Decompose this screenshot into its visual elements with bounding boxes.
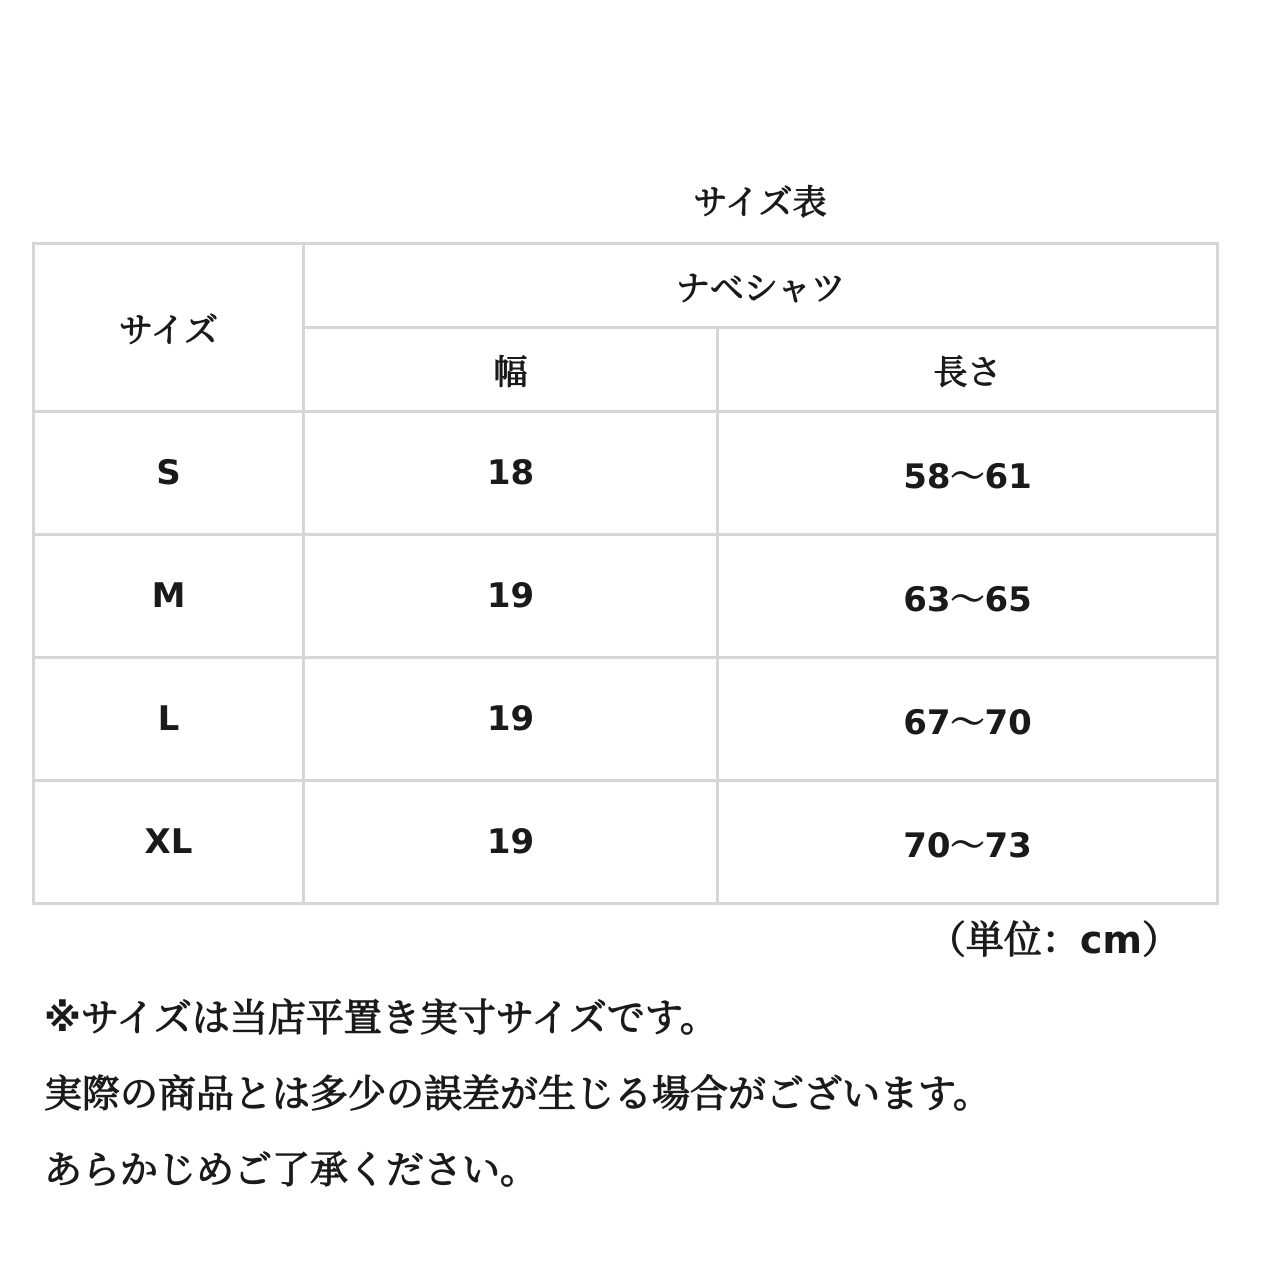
table-row: [34, 535, 1218, 658]
length-cell: 67～70: [718, 658, 1218, 781]
table-row: [34, 781, 1218, 904]
length-cell: 58～61: [718, 412, 1218, 535]
unit-label: （単位：cm）: [927, 918, 1180, 962]
product-group-header: ナベシャツ: [304, 244, 1218, 328]
size-cell: M: [34, 535, 304, 658]
table-row: [34, 412, 1218, 535]
width-cell: 19: [304, 781, 718, 904]
length-cell: 70～73: [718, 781, 1218, 904]
note-line: あらかじめご了承ください。: [44, 1148, 539, 1192]
size-table: [32, 242, 1219, 905]
size-cell: L: [34, 658, 304, 781]
size-column-header: サイズ: [34, 244, 304, 412]
length-column-header: 長さ: [718, 328, 1218, 412]
table-row: [34, 658, 1218, 781]
width-column-header: 幅: [304, 328, 718, 412]
width-cell: 19: [304, 658, 718, 781]
note-line: ※サイズは当店平置き実寸サイズです。: [44, 996, 718, 1040]
width-cell: 19: [304, 535, 718, 658]
table-title: サイズ表: [693, 183, 827, 223]
width-cell: 18: [304, 412, 718, 535]
length-cell: 63～65: [718, 535, 1218, 658]
size-cell: S: [34, 412, 304, 535]
size-cell: XL: [34, 781, 304, 904]
note-line: 実際の商品とは多少の誤差が生じる場合がございます。: [44, 1072, 991, 1116]
